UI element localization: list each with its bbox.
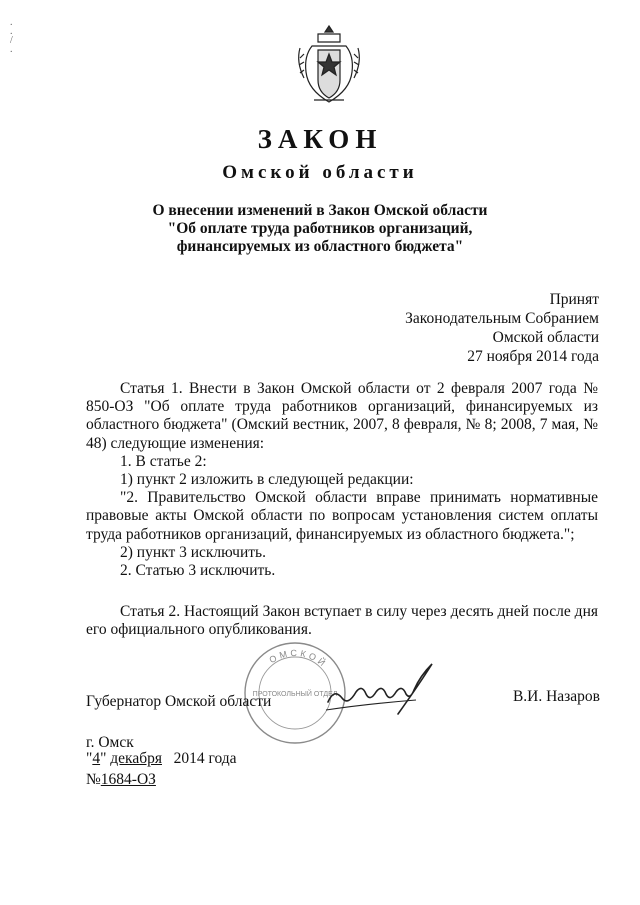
article-1-subitem-1: 1) пункт 2 изложить в следующей редакции:: [120, 471, 414, 489]
adoption-block: [405, 290, 599, 366]
signer-position: Губернатор Омской области: [86, 693, 272, 710]
subject-line-2: "Об оплате труда работников организаций,: [167, 220, 473, 237]
signing-day: 4: [92, 750, 101, 767]
article-1-text: Статья 1. Внести в Закон Омской области от 2 февраля 2007 года № 850-ОЗ "Об оплате труда работников организаций, финансируемых из областного бюджета" (Омский вестник, 2007, 8 февраля, № 8; 2008, 7 мая, № 48) следующие изменения:: [86, 380, 598, 452]
margin-marks: . . / .: [10, 17, 13, 55]
article-1: [86, 380, 598, 580]
document-title: ЗАКОН: [257, 124, 383, 154]
coat-of-arms-emblem: [294, 24, 364, 108]
article-2: [86, 603, 598, 639]
signing-date: "4" декабря 2014 года: [86, 750, 237, 767]
article-1-item-1: 1. В статье 2:: [120, 452, 207, 470]
subject-line-3: финансируемых из областного бюджета": [176, 238, 464, 255]
signing-place: г. Омск: [86, 734, 134, 751]
law-number-value: 1684-ОЗ: [100, 771, 156, 788]
adoption-line-3: Омской области: [492, 329, 599, 346]
adoption-date: 27 ноября 2014 года: [467, 348, 599, 365]
signer-name: В.И. Назаров: [512, 688, 600, 705]
article-1-subitem-2: 2) пункт 3 исключить.: [120, 543, 266, 561]
adoption-line-1: Принят: [549, 291, 599, 308]
document-subject: [0, 202, 640, 256]
article-1-quote: "2. Правительство Омской области вправе принимать нормативные правовые акты Омской области по вопросам установления систем оплаты труда работников организаций, финансируемых из областного бюджета.";: [86, 489, 598, 543]
subject-line-1: О внесении изменений в Закон Омской области: [152, 202, 488, 219]
article-2-text: Статья 2. Настоящий Закон вступает в силу через десять дней после дня его официального опубликования.: [86, 603, 598, 639]
adoption-line-2: Законодательным Собранием: [405, 310, 599, 327]
law-number: №1684-ОЗ: [86, 771, 156, 788]
stamp-top-text: ОМСКОЙ: [267, 647, 330, 670]
signing-month: декабря: [110, 750, 162, 767]
signing-year: 2014 года: [173, 750, 237, 767]
governor-signature: [320, 662, 470, 722]
stamp-center-text: ПРОТОКОЛЬНЫЙ ОТДЕЛ: [252, 691, 338, 698]
article-1-item-2: 2. Статью 3 исключить.: [120, 562, 276, 580]
document-region: Омской области: [222, 162, 418, 183]
